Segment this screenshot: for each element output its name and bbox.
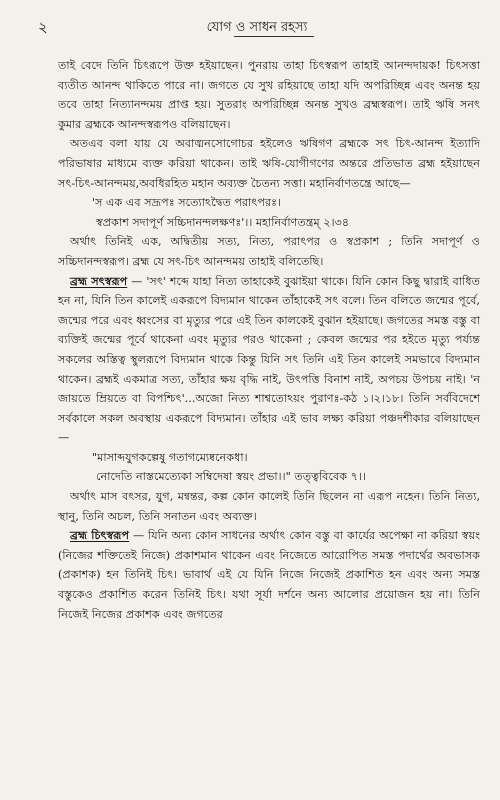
verse-line-2: স্বপ্রকাশ সদাপূর্ণ সচ্চিদানন্দলক্ষণঃ'।। মহানির্বাণতন্ত্রম্ ২।৩৪ <box>96 215 350 229</box>
verse-line-4: নোদেতি নাস্তমেত্যেকা সম্বিদেষা স্বয়ং প্রভা।।" তত্ত্ববিবেক ৭।। <box>96 470 366 484</box>
page-number: ২ <box>38 18 48 36</box>
paragraph-4: অর্থাৎ মাস বৎসর, যুগ, মন্বন্তর, কল্প কোন কালেই তিনি ছিলেন না এরূপ নহেন। তিনি নিত্য, স্থানু, তিনি অচল, তিনি সনাতন এবং অব্যক্ত। <box>58 490 480 523</box>
paragraph-1: তাই বেদে তিনি চিৎরূপে উক্ত হইয়াছেন। পুনরায় তাহা চিৎস্বরূপ তাহাই আনন্দদায়ক! চিৎসত্তা ব্যতীত আনন্দ থাকিতে পারে না। জগতে যে সুখ রহিয়াছে তাহা যদি অপরিচ্ছিন্ন এবং অনন্ত হয় তবে তাহা নিত্যানন্দময় প্রাপ্ত হয়। সুতরাং অপরিচ্ছিন্ন অনন্ত সুখও ব্রহ্মস্বরূপ। তাই ঋষি সনৎ কুমার ব্রহ্মকে আনন্দস্বরূপও বলিয়াছেন। <box>58 59 480 131</box>
running-title: যোগ ও সাধন রহস্য <box>206 20 308 35</box>
section-sat <box>58 272 480 448</box>
verse-line-1: 'স এক এব সদ্রূপঃ সত্যোঽদ্বৈত পরাৎপরঃ। <box>92 196 282 210</box>
paragraph-3: অর্থাৎ তিনিই এক, অদ্বিতীয় সত্য, নিত্য, পরাৎপর ও স্বপ্রকাশ ; তিনি সদাপূর্ণ ও সচ্চিদানন্দস্বরূপ। ব্রহ্ম যে সৎ-চিৎ আনন্দময় তাহাই বলিতেছি। <box>58 235 480 268</box>
paragraph-2: অতএব বলা যায় যে অবাঙ্মনসোগোচর হইলেও ঋষিগণ ব্রহ্মকে সৎ চিৎ-আনন্দ ইত্যাদি পরিভাষার মাধ্যমে ব্যক্ত করিয়া থাকেন। তাই ঋষি-যোগীগণের অন্তরে প্রতিভাত ব্রহ্ম হইয়াছেন সৎ-চিৎ-আনন্দময়,অবধিরহিত মহান অব্যক্ত চৈতন্য সত্তা। মহানির্বাণতন্ত্রে আছে— <box>58 137 480 190</box>
section-text-chit: — যিনি অন্য কোন সাধনের অর্থাৎ কোন বস্তু বা কার্যের অপেক্ষা না করিয়া স্বয়ং (নিজের শক্তিতেই নিজে) প্রকাশমান থাকেন এবং নিজেতে আরোপিত সমস্ত পদার্থের অবভাসক (প্রকাশক) হন তিনিই চিৎ। ভাবার্থ এই যে যিনি নিজে নিজেই প্রকাশিত হন এবং অন্য সমস্ত বস্তুকেও প্রকাশিত করেন তিনিই চিৎ। যথা সূর্যা দর্শনে অন্য আলোর প্রয়োজন হয় না। তিনি নিজেই নিজের প্রকাশক এবং জগতের <box>58 529 481 621</box>
verse-line-3: "মাসাব্দযুগকল্পেষু গতাগম্যেষ্বনেকধা। <box>92 450 248 464</box>
section-term-chit: ব্রহ্ম চিৎস্বরূপ <box>70 528 130 543</box>
page-header <box>38 16 476 38</box>
header-rule <box>234 36 314 37</box>
page-body <box>58 56 480 788</box>
section-text-sat: — 'সৎ' শব্দে যাহা নিত্য তাহাকেই বুঝাইয়া থাকে। যিনি কোন কিছু দ্বারাই বাধিত হন না, যিনি তিন কালেই একরূপে বিদ্যমান থাকেন তাঁহাকেই সৎ বলে। তিন বলিতে জন্মের পূর্বে, জন্মের পরে এবং ধ্বংসের বা মৃত্যুর পরে এই তিন কালকেই বুঝান হইয়াছে। জগতের সমস্ত বস্তু বা ব্যক্তিই জন্মের পূর্বে থাকেনা এবং মৃত্যুর পরও থাকেনা ; কেবল জন্মের পর হইতে মৃত্যু পর্য্যন্ত সকলের অস্তিত্ব স্থুলরূপে বিদ্যমান থাকে কিন্তু যিনি সৎ তিনি এই তিন কালেই সমভাবে বিদ্যমান থাকেন। ব্রহ্মই একমাত্র সত্য, তাঁহার ক্ষয় বৃদ্ধি নাই, উৎপত্তি বিনাশ নাই, অপচয় উপচয় নাই। 'ন জায়তে ম্রিয়তে বা বিপশ্চিৎ'...অজো নিত্য শাশ্বতোঽয়ং পুরাণঃ-কঠ ১।২।১৮। তিনি সর্ববিদেশে সর্বকালে সকল অবস্থায় একরূপে বিদ্যমান। তাঁহার এই ভাব লক্ষ্য করিয়া পঞ্চদশীকার বলিয়াছেন— <box>58 274 480 445</box>
section-term-sat: ব্রহ্ম সৎস্বরূপ <box>70 273 128 288</box>
section-chit <box>58 526 480 624</box>
